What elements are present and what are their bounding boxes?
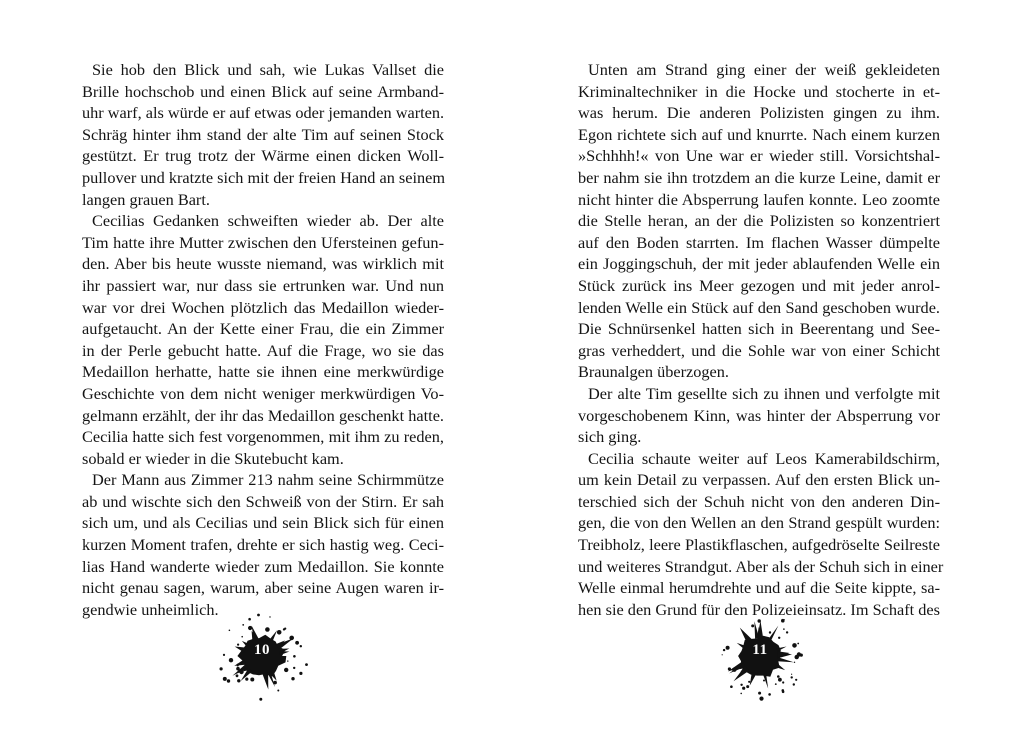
- text-line: Braunalgen überzogen.: [578, 362, 729, 382]
- text-line: Welle einmal herumdrehte und auf die Seite kippte, sa-: [578, 578, 940, 598]
- text-line: Egon richtete sich auf und knurrte. Nach einem kurzen: [578, 124, 940, 144]
- text-line: kurzen Moment trafen, drehte er sich hastig weg. Ceci-: [82, 535, 444, 555]
- text-line: pullover und kratzte sich mit der freien Hand an seinem: [82, 167, 446, 187]
- text-line: und weiteres Strandgut. Aber als der Schuh sich in einer: [578, 556, 944, 576]
- text-line: den. Aber bis heute wusste niemand, was wirklich mit: [82, 254, 444, 274]
- text-line: aufgetaucht. An der Kette einer Frau, die ein Zimmer: [82, 319, 444, 339]
- text-line: Schräg hinter ihm stand der alte Tim auf seinen Stock: [82, 124, 444, 144]
- text-line: sich ging.: [578, 427, 642, 447]
- text-line: Cecilias Gedanken schweiften wieder ab. Der alte: [92, 211, 444, 231]
- text-line: uhr warf, als würde er auf etwas oder jemanden warten.: [82, 103, 445, 123]
- text-line: gelmann erzählt, der ihr das Medaillon geschenkt hatte.: [82, 405, 444, 425]
- text-line: um kein Detail zu verpassen. Auf den ersten Blick un-: [578, 470, 940, 490]
- text-line: nicht genau sagen, warum, aber seine Augen waren ir-: [82, 578, 444, 598]
- text-line: terschied sich der Schuh nicht von den anderen Din-: [578, 491, 940, 511]
- text-line: lias Hand wanderte wieder zum Medaillon. Sie konnte: [82, 556, 444, 576]
- text-line: Der alte Tim gesellte sich zu ihnen und verfolgte mit: [588, 383, 940, 403]
- text-line: Die Schnürsenkel hatten sich in Beerentang und See-: [578, 319, 940, 339]
- left-page-body: [82, 59, 444, 620]
- text-line: die Stelle heran, an der die Polizisten so konzentriert: [578, 211, 940, 231]
- text-line: Brille hochschob und einen Blick auf seine Armband-: [82, 81, 444, 101]
- right-page-folio: [712, 612, 802, 698]
- text-line: Der Mann aus Zimmer 213 nahm seine Schirmmütze: [92, 470, 444, 490]
- left-page-folio: [214, 612, 304, 698]
- text-line: ab und wischte sich den Schweiß von der Stirn. Er sah: [82, 491, 444, 511]
- text-line: Sie hob den Blick und sah, wie Lukas Vallset die: [92, 60, 444, 79]
- text-line: auf den Boden starrten. Im flachen Wasser dümpelte: [578, 232, 940, 252]
- right-page: [510, 0, 1020, 738]
- text-line: Kriminaltechniker in die Hocke und stocherte in et-: [578, 81, 940, 101]
- text-line: Cecilia schaute weiter auf Leos Kamerabildschirm,: [588, 448, 940, 468]
- text-line: Cecilia hatte sich fest vorgenommen, mit ihm zu reden,: [82, 427, 444, 447]
- text-line: ein Joggingschuh, der mit jeder ablaufenden Welle ein: [578, 254, 940, 274]
- page-number: 10: [254, 642, 270, 658]
- text-line: lenden Welle ein Stück auf den Sand geschoben wurde.: [578, 297, 940, 317]
- text-line: Stück zurück ins Meer gezogen und mit jeder anrol-: [578, 275, 940, 295]
- text-line: gestützt. Er trug trotz der Wärme einen dicken Woll-: [82, 146, 444, 166]
- text-line: langen grauen Bart.: [82, 189, 210, 209]
- text-line: Unten am Strand ging einer der weiß gekleideten: [588, 60, 940, 79]
- text-line: hen sie den Grund für den Polizeieinsatz. Im Schaft des: [578, 599, 940, 619]
- text-line: »Schhhh!« von Une war er wieder still. Vorsichtshal-: [578, 146, 940, 166]
- text-line: gen, die von den Wellen an den Strand gespült wurden:: [578, 513, 940, 533]
- text-line: Tim hatte ihre Mutter zwischen den Ufersteinen gefun-: [82, 232, 444, 252]
- page-number: 11: [752, 642, 768, 658]
- text-line: in der Perle gebucht hatte. Auf die Frage, wo sie das: [82, 340, 444, 360]
- text-line: sich um, und als Cecilias und sein Blick sich für einen: [82, 513, 444, 533]
- text-line: war vor drei Wochen plötzlich das Medaillon wieder-: [82, 297, 444, 317]
- text-line: gendwie unheimlich.: [82, 599, 219, 619]
- text-line: was herum. Die anderen Polizisten gingen zu ihm.: [578, 103, 940, 123]
- text-line: ihr passiert war, nur dass sie ertrunken war. Und nun: [82, 275, 444, 295]
- text-line: Treibholz, leere Plastikflaschen, aufgedröselte Seilreste: [578, 535, 940, 555]
- text-line: ber nahm sie ihn trotzdem an die kurze Leine, damit er: [578, 167, 940, 187]
- text-line: nicht hinter die Absperrung laufen konnte. Leo zoomte: [578, 189, 940, 209]
- text-line: Geschichte von dem nicht weniger merkwürdigen Vo-: [82, 383, 444, 403]
- text-line: vorgeschobenem Kinn, was hinter der Absperrung vor: [578, 405, 940, 425]
- text-line: sobald er wieder in die Skutebucht kam.: [82, 448, 344, 468]
- text-line: gras verheddert, und die Sohle war von einer Schicht: [578, 340, 940, 360]
- text-line: Medaillon herhatte, hatte sie ihnen eine merkwürdige: [82, 362, 444, 382]
- right-page-body: [578, 59, 944, 620]
